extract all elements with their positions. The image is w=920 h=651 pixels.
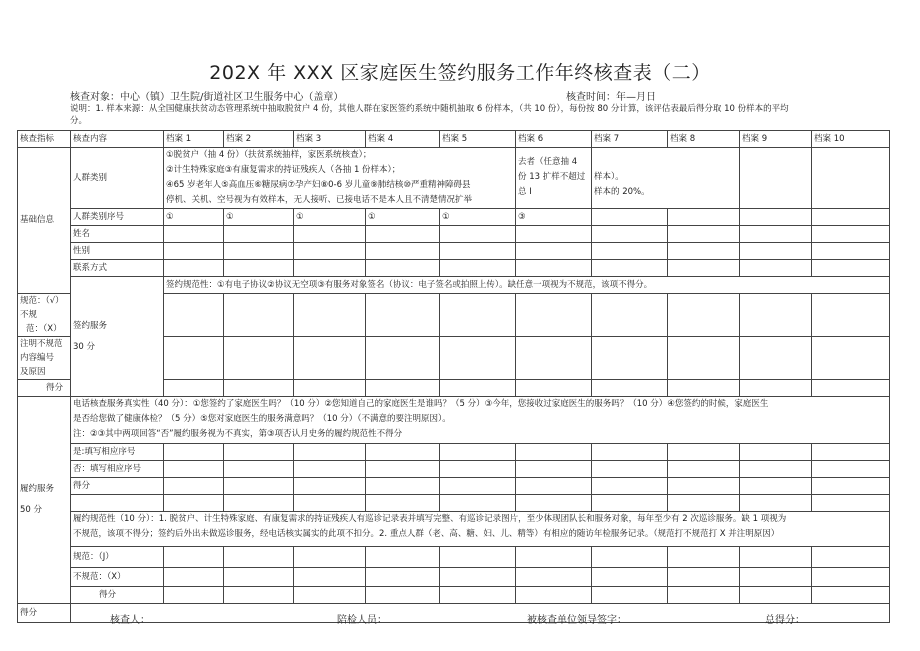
crowd-text-4: 停机、关机、空号视为有效样本，无人接听、已接电话不是本人且不清楚情况扩举 <box>166 195 473 205</box>
name-row <box>18 226 890 243</box>
basic-info-label: 基础信息 <box>18 148 71 294</box>
check-target: 核查对象：中心（镇）卫生院/街道社区卫生服务中心（盖章） <box>70 92 344 103</box>
sign-label <box>71 277 164 397</box>
header-file: 档案 6 <box>516 131 592 148</box>
page-title: 202X 年 XXX 区家庭医生签约服务工作年终核查表（二） <box>209 62 711 84</box>
gender-row <box>18 243 890 260</box>
crowd-text-a1: 去者（任意抽 4 <box>518 157 578 167</box>
audit-table <box>17 130 890 623</box>
sign-rule: 签约规范性：①有电子协议②协议无空项③有服务对象签名（协议：电子签名或拍照上传）。缺任意一项视为不规范，该项不得分。 <box>164 277 890 294</box>
sign-std-label <box>18 294 71 337</box>
sign-score-text: 30 分 <box>73 341 96 352</box>
note-line-2: 分。 <box>70 116 88 126</box>
perform-std-row <box>18 547 890 568</box>
crowd-type-text-cont <box>516 148 592 209</box>
header-file: 档案 3 <box>294 131 366 148</box>
norm-row <box>18 512 890 547</box>
sign-std-1: 规范：（√）不规 <box>20 296 64 320</box>
header-file: 档案 2 <box>224 131 294 148</box>
crowd-mark: ① <box>294 209 366 226</box>
crowd-mark: ① <box>224 209 294 226</box>
sign-irregular-2: 及原因 <box>20 367 46 377</box>
crowd-no-row <box>18 209 890 226</box>
crowd-text-b1: 样本）。 <box>594 172 624 182</box>
sign-std-2: 范：（X） <box>26 324 62 334</box>
crowd-text-a3: 总 I <box>518 187 532 197</box>
crowd-text-b2: 样本的 20%。 <box>594 187 650 197</box>
leader-sign-label: 被核查单位领导签字： <box>527 615 627 626</box>
note-line-1: 说明：1. 样本来源：从全国健康扶贫动态管理系统中抽取脱贫户 4 份，其他人群在家医签约系统中随机抽取 6 份样本，（共 10 份），每份按 80 分计算，该评估表最后得分取 10 份样本的平均 <box>70 104 789 114</box>
perform-score2-row <box>18 587 890 604</box>
crowd-no-label: 人群类别序号 <box>71 209 164 226</box>
header-file: 档案 8 <box>668 131 740 148</box>
crowd-text-2: ②计生特殊家庭③有康复需求的持证残疾人（各抽 1 份样本）； <box>166 165 401 175</box>
checker-label: 核查人： <box>110 615 150 626</box>
phone-check-1: 电话核查服务真实性（40 分）：①您签约了家庭医生吗？（10 分）②您知道自己的家庭医生是谁吗？（5 分）③今年，您接收过家庭医生的服务吗？（10 分）④您签约的时候，家庭医生 <box>73 399 769 409</box>
crowd-text-1: ①脱贫户（抽 4 份）（扶贫系统抽样，家医系统核查）； <box>166 150 372 160</box>
perform-label <box>18 397 71 604</box>
norm-2: 不规范，该项不得分；签约后外出未做巡诊服务，经电话核实属实的此项不扣分。2. 重点人群（老、高、糖、妇、儿、精等）有相应的随访年检服务记录。（规范打不规范打 X 并注明原因） <box>73 529 780 539</box>
header-file: 档案 4 <box>366 131 440 148</box>
crowd-mark: ① <box>440 209 516 226</box>
contact-row <box>18 260 890 277</box>
norm-1: 履约规范性（10 分）：1. 脱贫户、计生特殊家庭、有康复需求的持证残疾人有巡诊记录表并填写完整、有巡诊记录图片，至少体现团队长和服务对象，每年至少有 2 次巡诊服务。缺 1 项视为 <box>73 514 787 524</box>
sign-label-text: 签约服务 <box>73 320 108 331</box>
crowd-mark: ① <box>164 209 224 226</box>
header-content: 核查内容 <box>71 131 164 148</box>
phone-check-row <box>18 397 890 444</box>
no-fill-label: 否：填写相应序号 <box>71 461 164 478</box>
perform-std-2: 不规范：（X） <box>71 568 164 587</box>
sign-irregular-1: 注明不规范内容编号 <box>20 339 63 363</box>
crowd-type-label: 人群类别 <box>71 148 164 209</box>
no-fill-row <box>18 461 890 478</box>
header-file: 档案 1 <box>164 131 224 148</box>
total-score-label: 得分 <box>18 604 71 623</box>
header-file: 档案 7 <box>592 131 668 148</box>
header-indicator: 核查指标 <box>18 131 71 148</box>
perform-score2-label: 得分 <box>71 587 164 604</box>
perform-std-1: 规范：（J） <box>71 547 164 568</box>
crowd-type-text-cont2 <box>592 148 668 209</box>
sign-irregular-label <box>18 337 71 380</box>
gender-label: 性别 <box>71 243 164 260</box>
name-label: 姓名 <box>71 226 164 243</box>
sign-rule-row <box>18 277 890 294</box>
header-file: 档案 5 <box>440 131 516 148</box>
phone-check-2: 是否给您做了健康体检？（5 分）⑤您对家庭医生的服务满意吗？（10 分）（不满意的要注明原因）。 <box>73 414 451 424</box>
contact-label: 联系方式 <box>71 260 164 277</box>
sign-score-label: 得分 <box>18 380 71 397</box>
norm-text <box>71 512 890 547</box>
header-file: 档案 10 <box>812 131 890 148</box>
phone-check-3: 注：②③其中两项回答“否”履约服务视为不真实，第③项否认月史务的履约规范性不得分 <box>73 429 403 439</box>
phone-check <box>71 397 890 444</box>
crowd-type-row <box>18 148 890 209</box>
header-file: 档案 9 <box>740 131 812 148</box>
perform-score-row <box>18 478 890 495</box>
crowd-text-a2: 份 13 扩样不超过 <box>518 172 586 182</box>
crowd-mark: ③ <box>516 209 592 226</box>
perform-score-label: 得分 <box>71 478 164 495</box>
spacer-row <box>18 495 890 512</box>
total-score-footer: 总得分： <box>765 615 805 626</box>
companion-label: 陪检人员： <box>337 615 387 626</box>
crowd-type-text <box>164 148 516 209</box>
perform-score-text: 50 分 <box>20 505 43 515</box>
crowd-mark: ① <box>366 209 440 226</box>
check-time: 核查时间：年—月日 <box>566 92 656 103</box>
crowd-text-3: ④65 岁老年人⑤高血压⑥糖尿病⑦孕产妇⑧0-6 岁儿童⑨肺结核⑩严重精神障碍县 <box>166 180 471 190</box>
perform-std2-row <box>18 568 890 587</box>
yes-fill-row <box>18 444 890 461</box>
table-header-row <box>18 131 890 148</box>
yes-fill-label: 是:填写相应序号 <box>71 444 164 461</box>
perform-label-text: 履约服务 <box>20 484 55 494</box>
